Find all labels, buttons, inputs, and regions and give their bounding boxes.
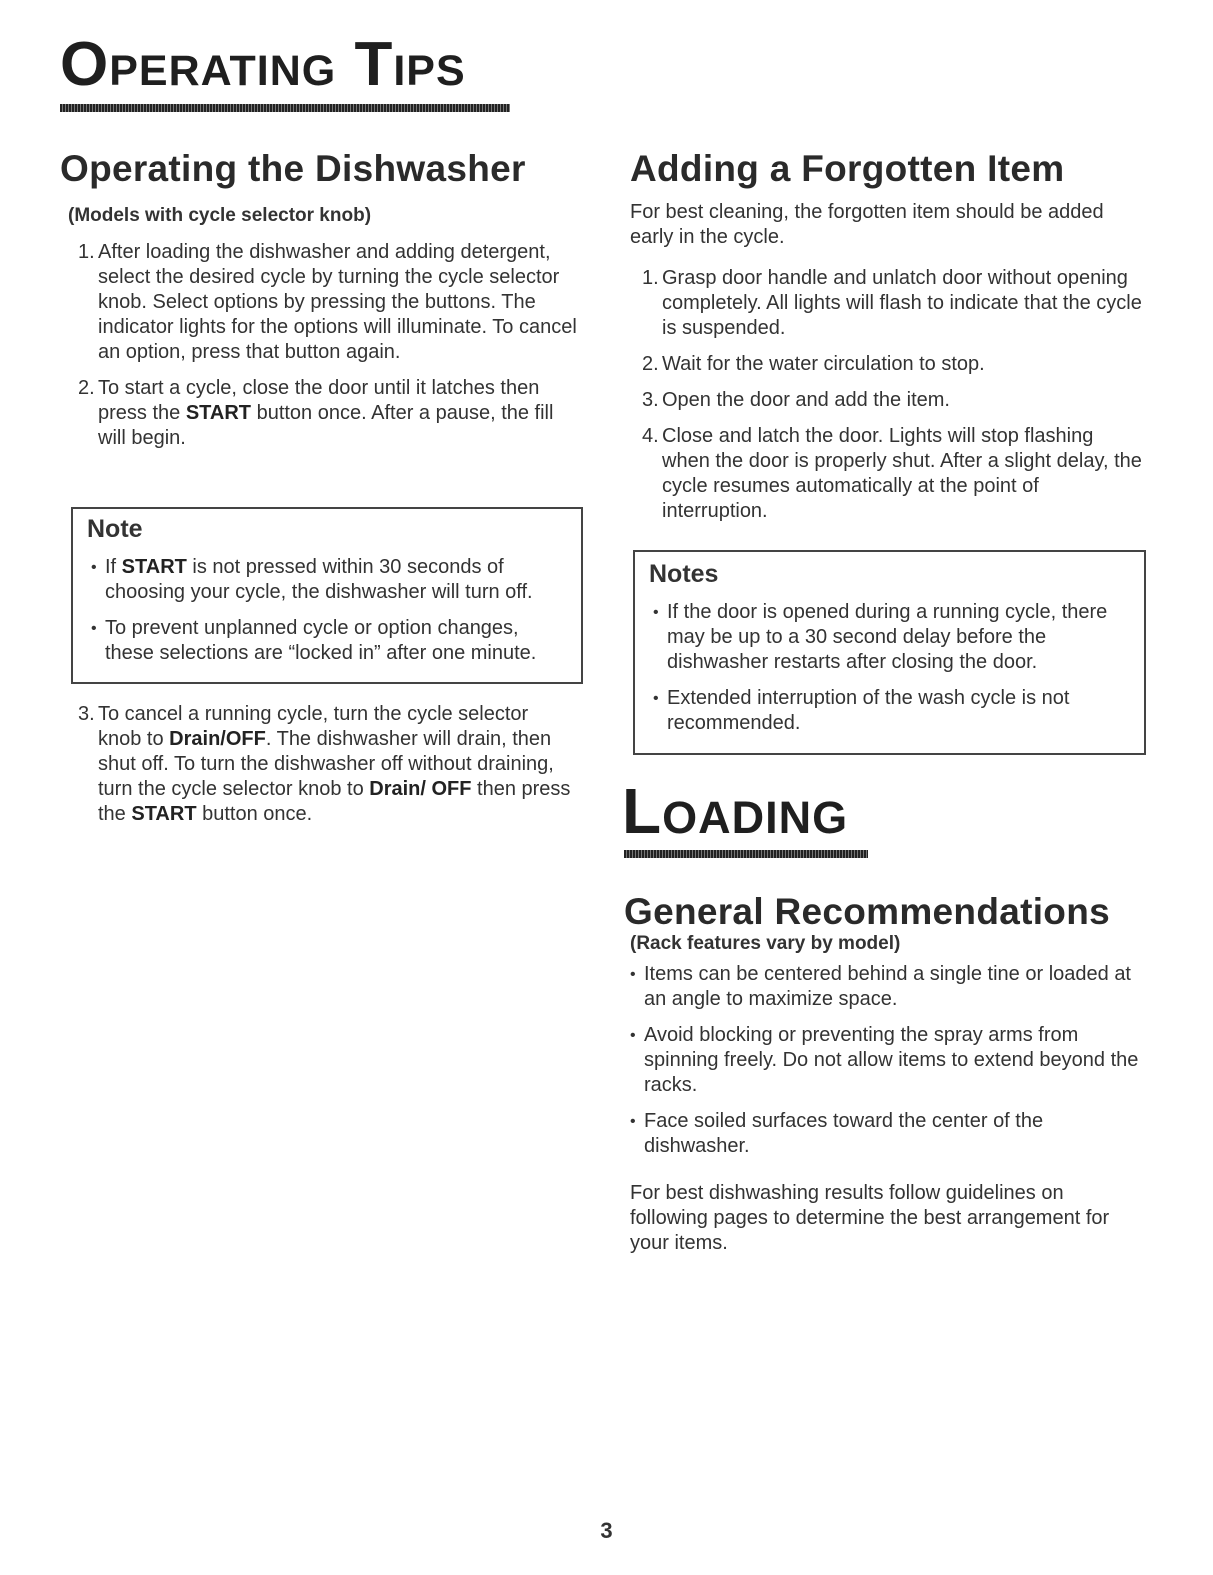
notes-box xyxy=(633,550,1146,755)
list-item: • Extended interruption of the wash cycle is not recommended. xyxy=(653,686,1130,736)
page-number: 3 xyxy=(600,1518,613,1543)
note-heading: Note xyxy=(87,515,143,543)
note-list xyxy=(87,555,567,666)
list-item: • If START is not pressed within 30 seconds of choosing your cycle, the dishwasher will turn off. xyxy=(91,555,567,605)
subheading-models: (Models with cycle selector knob) xyxy=(68,205,372,226)
forgotten-item-intro: For best cleaning, the forgotten item should be added early in the cycle. xyxy=(630,201,1104,248)
list-item: • If the door is opened during a running cycle, there may be up to a 30 second delay before the dishwasher restarts after closing the door. xyxy=(653,600,1130,675)
list-item: • Avoid blocking or preventing the spray arms from spinning freely. Do not allow items to extend beyond the racks. xyxy=(630,1023,1145,1098)
list-item: • Face soiled surfaces toward the center of the dishwasher. xyxy=(630,1109,1145,1159)
list-item: 4. Close and latch the door. Lights will stop flashing when the door is properly shut. After a slight delay, the cycle resumes automatically at the point of interruption. xyxy=(642,425,1142,522)
list-item: 3. To cancel a running cycle, turn the cycle selector knob to Drain/OFF. The dishwasher will drain, then shut off. To turn the dishwasher off without draining, turn the cycle selector knob to Drain/ OFF then press the START button once. xyxy=(78,703,571,825)
list-item: • Items can be centered behind a single tine or loaded at an angle to maximize space. xyxy=(630,962,1145,1012)
notes-heading: Notes xyxy=(649,560,719,588)
heading-adding-forgotten-item: Adding a Forgotten Item xyxy=(630,148,1065,189)
note-box xyxy=(71,507,583,684)
list-item: • To prevent unplanned cycle or option changes, these selections are “locked in” after one minute. xyxy=(91,616,567,666)
section-title-loading: Loading xyxy=(622,775,849,847)
notes-list xyxy=(649,600,1130,736)
list-item: 2. To start a cycle, close the door until it latches then press the START button once. After a pause, the fill will begin. xyxy=(78,377,554,449)
recommendations-list xyxy=(630,962,1145,1170)
subheading-rack-features: (Rack features vary by model) xyxy=(630,933,901,954)
title-underline xyxy=(60,104,510,112)
heading-general-recommendations: General Recommendations xyxy=(624,891,1110,932)
section-title-operating-tips: Operating Tips xyxy=(60,30,466,99)
forgotten-item-steps xyxy=(632,266,1142,535)
operating-steps-list xyxy=(68,240,583,462)
title-underline xyxy=(624,850,868,858)
operating-steps-list-continued xyxy=(68,702,573,838)
list-item: 3. Open the door and add the item. xyxy=(642,389,950,411)
list-item: 1. After loading the dishwasher and adding detergent, select the desired cycle by turning the cycle selector knob. Select options by pressing the buttons. The indicator lights for the options will illuminate. To cancel an option, press that button again. xyxy=(78,241,577,363)
list-item: 2. Wait for the water circulation to stop. xyxy=(642,353,985,375)
loading-closing-paragraph: For best dishwashing results follow guidelines on following pages to determine the best arrangement for your items. xyxy=(630,1182,1110,1254)
list-item: 1. Grasp door handle and unlatch door without opening completely. All lights will flash to indicate that the cycle is suspended. xyxy=(642,267,1142,339)
heading-operating-dishwasher: Operating the Dishwasher xyxy=(60,148,526,189)
